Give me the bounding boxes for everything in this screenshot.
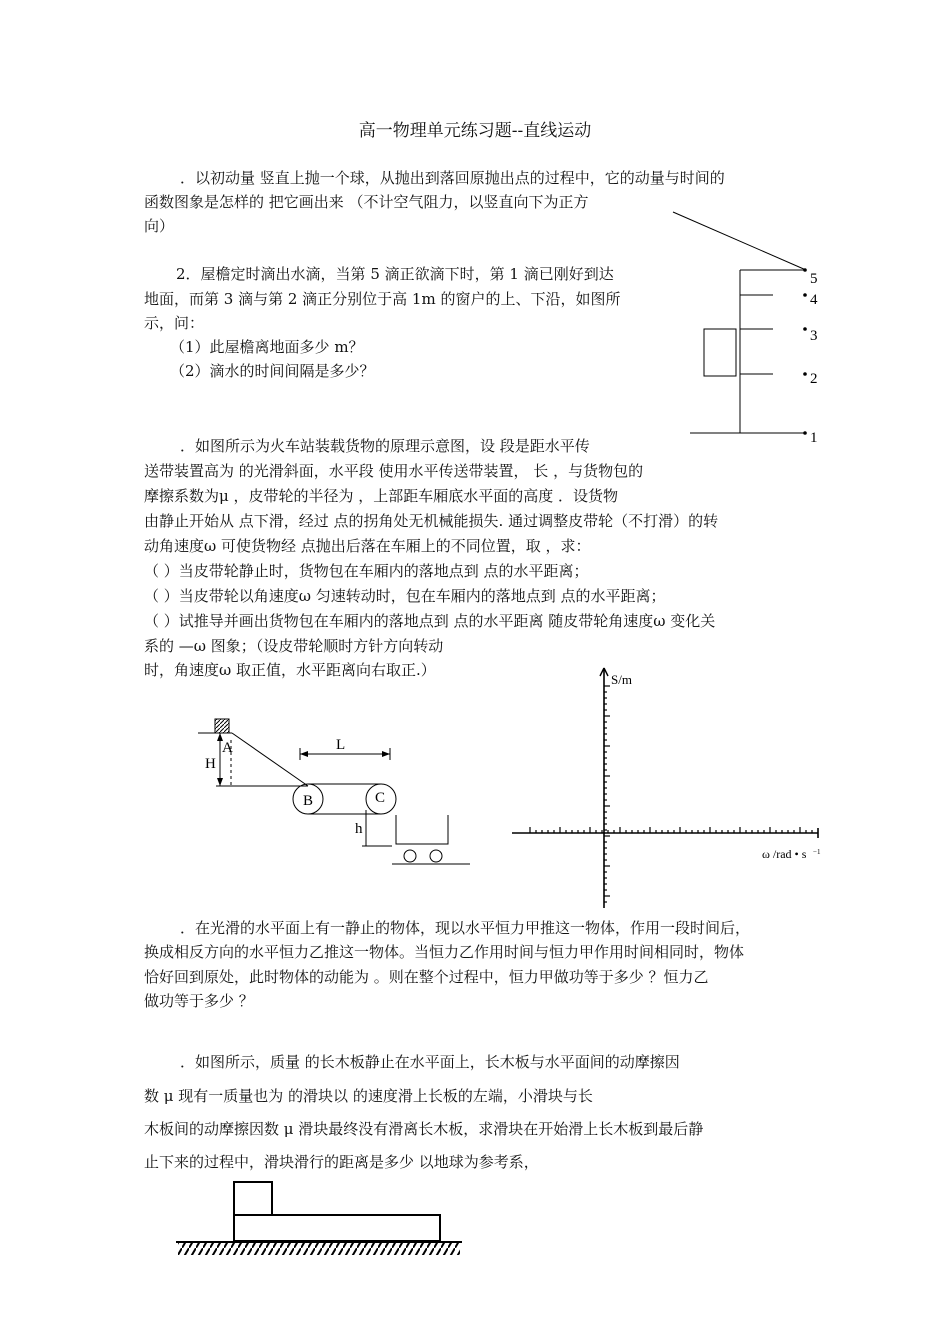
conveyor-figure bbox=[198, 719, 470, 864]
drop-4 bbox=[803, 293, 807, 297]
drop-labels bbox=[810, 271, 818, 446]
q3-line-9: 系的 —ω 图象；（设皮带轮顺时方针方向转动 bbox=[144, 637, 444, 655]
q2-line-3: 示，问： bbox=[144, 314, 205, 332]
label-C: C bbox=[375, 790, 386, 806]
label-H: H bbox=[205, 756, 216, 772]
drop-label-2: 2 bbox=[810, 371, 818, 387]
q3-line-8: （ ）试推导并画出货物包在车厢内的落地点到 点的水平距离 随皮带轮角速度ω 变化关 bbox=[144, 612, 716, 630]
drop-markers bbox=[803, 268, 807, 435]
q5-line-4: 止下来的过程中，滑块滑行的距离是多少 以地球为参考系， bbox=[144, 1153, 539, 1171]
q3-line-5: 动角速度ω 可使货物经 点抛出后落在车厢上的不同位置，取 ，求： bbox=[144, 537, 591, 555]
slope bbox=[232, 733, 308, 786]
q3-line-2: 送带装置高为 的光滑斜面，水平段 使用水平传送带装置， 长 ，与货物包的 bbox=[144, 462, 644, 480]
roof-line bbox=[673, 212, 806, 270]
drop-label-5: 5 bbox=[810, 271, 818, 287]
q4-line-3: 恰好回到原处，此时物体的动能为 。则在整个过程中，恒力甲做功等于多少 ？恒力乙 bbox=[144, 968, 709, 986]
cargo-box bbox=[215, 719, 229, 733]
label-L: L bbox=[336, 737, 346, 753]
q2-line-2: 地面，而第 3 滴与第 2 滴正分别位于高 1m 的窗户的上、下沿，如图所 bbox=[144, 290, 621, 308]
q5-line-3: 木板间的动摩擦因数 μ 滑块最终没有滑离长木板，求滑块在开始滑上长木板到最后静 bbox=[144, 1120, 704, 1138]
q5-line-1: ．如图所示，质量 的长木板静止在水平面上，长木板与水平面间的动摩擦因 bbox=[180, 1053, 680, 1071]
conveyor-labels bbox=[205, 737, 385, 837]
q2-line-1: 2．屋檐定时滴出水滴，当第 5 滴正欲滴下时，第 1 滴已刚好到达 bbox=[176, 265, 614, 283]
q3-line-6: （ ）当皮带轮静止时，货物包在车厢内的落地点到 点的水平距离； bbox=[144, 562, 589, 580]
q1-line-3: 向） bbox=[144, 217, 175, 235]
q1-line-1: ．以初动量 竖直上抛一个球，从抛出到落回原抛出点的过程中，它的动量与时间的 bbox=[180, 169, 725, 187]
eaves-drop-figure bbox=[673, 212, 806, 433]
drop-1 bbox=[803, 431, 807, 435]
x-axis-ticks bbox=[530, 827, 812, 833]
label-A: A bbox=[222, 740, 233, 756]
drop-3 bbox=[803, 327, 807, 331]
drop-2 bbox=[803, 372, 807, 376]
long-plank bbox=[234, 1215, 440, 1241]
q3-line-4: 由静止开始从 点下滑，经过 点的拐角处无机械能损失. 通过调整皮带轮（不打滑）的转 bbox=[144, 512, 719, 530]
drop-label-4: 4 bbox=[810, 292, 818, 308]
s-omega-graph bbox=[512, 668, 818, 908]
drop-label-3: 3 bbox=[810, 328, 818, 344]
x-axis-label-exponent: −1 bbox=[813, 848, 821, 856]
q3-line-1: ．如图所示为火车站装载货物的原理示意图，设 段是距水平传 bbox=[180, 437, 590, 455]
y-axis-ticks bbox=[604, 686, 610, 902]
q3-line-3: 摩擦系数为μ ，皮带轮的半径为 ，上部距车厢底水平面的高度 ．设货物 bbox=[144, 487, 619, 505]
window bbox=[704, 329, 736, 376]
q4-line-4: 做功等于多少 ？ bbox=[144, 992, 254, 1010]
x-axis-label: ω /rad • s bbox=[762, 847, 807, 861]
q5-line-2: 数 μ 现有一质量也为 的滑块以 的速度滑上长板的左端，小滑块与长 bbox=[144, 1087, 593, 1105]
drop-label-1: 1 bbox=[810, 430, 818, 446]
label-B: B bbox=[303, 793, 314, 809]
page-title: 高一物理单元练习题--直线运动 bbox=[358, 121, 592, 141]
y-axis-label: S/m bbox=[611, 672, 632, 687]
label-h: h bbox=[355, 821, 363, 837]
cart-wheel bbox=[430, 850, 442, 862]
q4-line-1: ．在光滑的水平面上有一静止的物体，现以水平恒力甲推这一物体，作用一段时间后， bbox=[180, 919, 751, 937]
q4-line-2: 换成相反方向的水平恒力乙推这一物体。当恒力乙作用时间与恒力甲作用时间相同时，物体 bbox=[144, 943, 745, 961]
q1-line-2: 函数图象是怎样的 把它画出来 （不计空气阻力，以竖直向下为正方 bbox=[144, 193, 589, 211]
q3-line-7: （ ）当皮带轮以角速度ω 匀速转动时，包在车厢内的落地点到 点的水平距离； bbox=[144, 587, 666, 605]
slider-block bbox=[234, 1182, 272, 1215]
q2-sub-1: （1）此屋檐离地面多少 m？ bbox=[170, 338, 364, 356]
ground-hatching bbox=[178, 1243, 460, 1255]
cart-wheel bbox=[404, 850, 416, 862]
q3-line-10: 时，角速度ω 取正值，水平距离向右取正.） bbox=[144, 661, 436, 679]
q2-sub-2: （2）滴水的时间间隔是多少？ bbox=[170, 362, 375, 380]
cart-body bbox=[396, 815, 448, 844]
drop-5 bbox=[803, 268, 807, 272]
plank-figure bbox=[176, 1182, 462, 1255]
